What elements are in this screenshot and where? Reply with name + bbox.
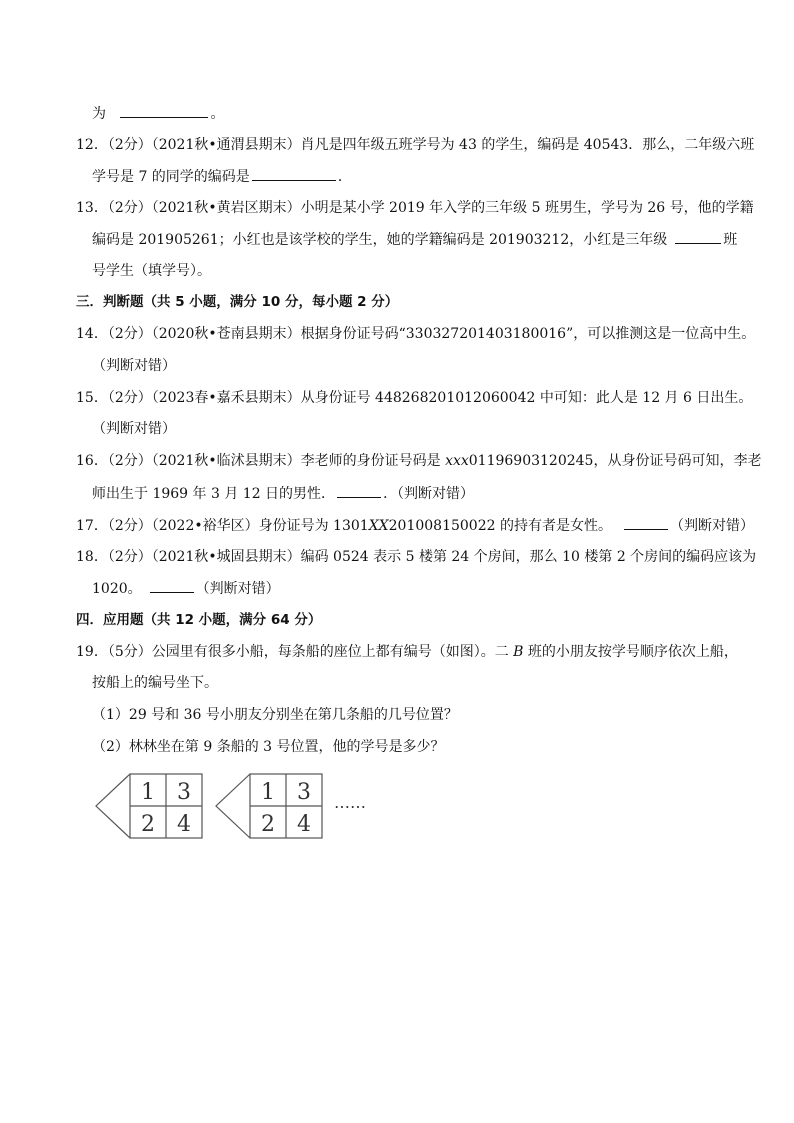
answer-blank [252,166,336,181]
q12-line1: 12．（2分）（2021秋•通渭县期末）肖凡是四年级五班学号为 43 的学生，编码是 40543．那么，二年级六班 [76,137,755,153]
answer-blank [624,515,668,530]
boat-2-seat-3: 3 [297,780,311,805]
q14-line1: 14．（2分）（2020秋•苍南县期末）根据身份证号码“330327201403180016”，可以推测这是一位高中生。 [76,326,756,342]
q19-subquestion-2: （2）林林坐在第 9 条船的 3 号位置，他的学号是多少？ [92,739,445,755]
boat-2-seat-1: 1 [261,780,275,805]
boat-1-seat-3: 3 [177,780,191,805]
boat-2 [216,774,322,838]
q16-line1: 16．（2分）（2021秋•临沭县期末）李老师的身份证号码是 xxx01196903120245，从身份证号码可知，李老 [76,453,762,469]
q13-line2: 编码是 201905261；小红也是该学校的学生，她的学籍编码是 201903212，小红是三年级 班 [92,229,737,250]
answer-blank [337,483,381,498]
q17-line: 17．（2分）（2022•裕华区）身份证号为 1301XX201008150022 的持有者是女性。 （判断对错） [76,515,754,536]
boat-seating-figure [94,772,394,840]
q18-line1: 18．（2分）（2021秋•城固县期末）编码 0524 表示 5 楼第 24 个房间，那么 10 楼第 2 个房间的编码应该为 [76,549,757,565]
answer-blank [120,103,208,118]
q18-line2: 1020。 （判断对错） [92,578,280,599]
q15-line2: （判断对错） [92,421,176,437]
answer-blank [150,578,194,593]
q19-line1: 19．（5分）公园里有很多小船，每条船的座位上都有编号（如图）。二 B 班的小朋友按学号顺序依次上船， [76,644,738,660]
q19-line2: 按船上的编号坐下。 [92,675,218,691]
section-title-judgement: 三．判断题（共 5 小题，满分 10 分，每小题 2 分） [76,294,399,310]
q14-line2: （判断对错） [92,358,176,374]
q15-line1: 15．（2分）（2023春•嘉禾县期末）从身份证号 448268201012060042 中可知：此人是 12 月 6 日出生。 [76,390,753,406]
boat-2-seat-4: 4 [297,812,311,837]
q19-subquestion-1: （1）29 号和 36 号小朋友分别坐在第几条船的几号位置？ [92,707,458,723]
q12-line2: 学号是 7 的同学的编码是 ． [92,166,352,187]
q13-line3: 号学生（填学号）。 [92,263,211,279]
q16-line2: 师出生于 1969 年 3 月 12 日的男性． ．（判断对错） [92,483,474,504]
boat-1 [96,774,202,838]
q11-continuation: 为 。 [92,103,224,124]
boat-1-seat-4: 4 [177,812,191,837]
answer-blank [675,229,721,244]
boat-1-seat-2: 2 [141,812,155,837]
boat-1-seat-1: 1 [141,780,155,805]
section-title-application: 四．应用题（共 12 小题，满分 64 分） [76,612,322,628]
q13-line1: 13．（2分）（2021秋•黄岩区期末）小明是某小学 2019 年入学的三年级 5 班男生，学号为 26 号，他的学籍 [76,200,754,216]
boat-2-seat-2: 2 [261,812,275,837]
boat-ellipsis: …… [334,793,366,812]
